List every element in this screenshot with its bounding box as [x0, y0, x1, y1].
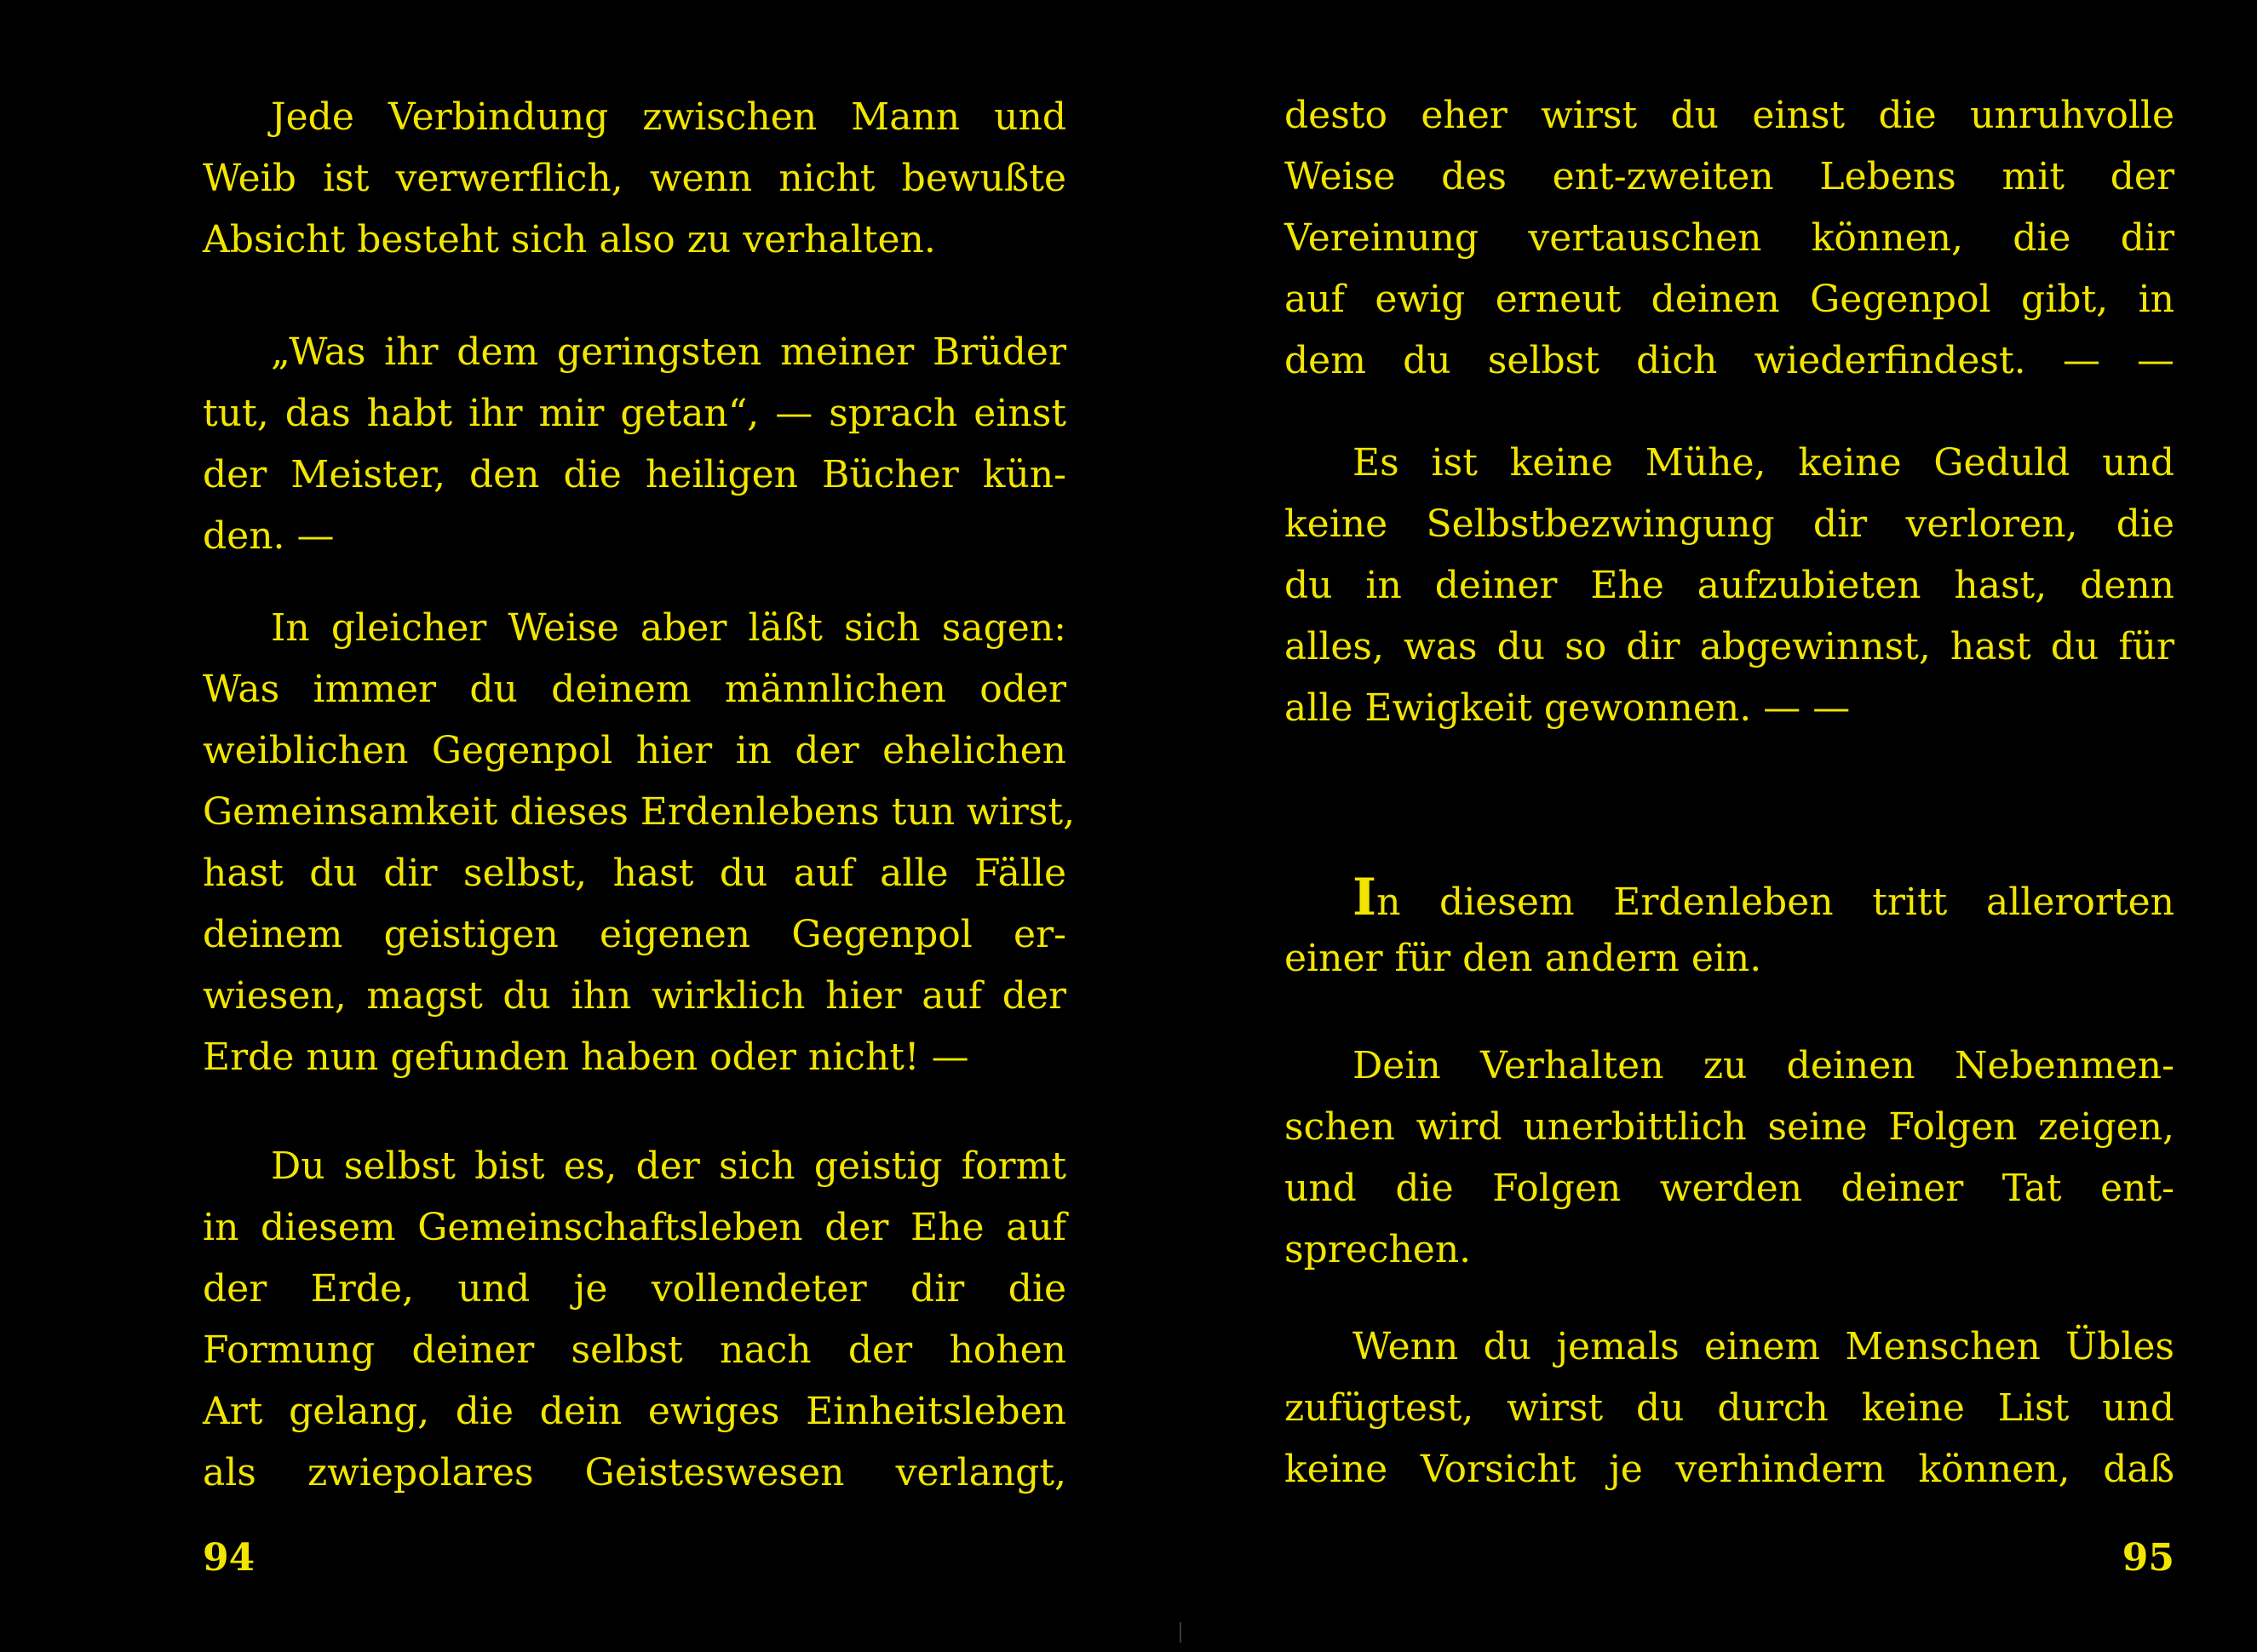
page-number: 94	[203, 1536, 256, 1580]
text-line-rest: n diesem Erdenleben tritt allerorten	[1376, 880, 2174, 924]
paragraph	[203, 598, 1076, 1088]
text-line	[1284, 867, 2174, 928]
text-line: Absicht besteht sich also zu verhalten.	[203, 218, 936, 261]
text-line: Dein Verhalten zu deinen Nebenmen-	[1352, 1044, 2174, 1087]
text-line: der Erde, und je vollendeter dir die	[203, 1267, 1066, 1311]
paragraph	[1284, 433, 2174, 739]
text-line: wiesen, magst du ihn wirklich hier auf der	[203, 974, 1066, 1018]
text-line: einer für den andern ein.	[1284, 937, 1762, 980]
text-line: als zwiepolares Geisteswesen verlangt,	[203, 1451, 1066, 1494]
text-line: Was immer du deinem männlichen oder	[203, 668, 1066, 711]
text-line: alles, was du so dir abgewinnst, hast du für	[1284, 625, 2174, 668]
text-line: Gemeinsamkeit dieses Erdenlebens tun wirst,	[203, 790, 1076, 834]
text-line: tut, das habt ihr mir getan“, — sprach einst	[203, 392, 1066, 435]
paragraph	[1284, 85, 2174, 392]
text-line: Jede Verbindung zwischen Mann und	[271, 95, 1066, 139]
paragraph	[1284, 1035, 2174, 1281]
text-line: den. —	[203, 514, 335, 558]
text-line: Formung deiner selbst nach der hohen	[203, 1328, 1066, 1372]
text-line: In gleicher Weise aber läßt sich sagen:	[271, 606, 1066, 650]
text-line: keine Vorsicht je verhindern können, daß	[1284, 1448, 2174, 1491]
text-line: keine Selbstbezwingung dir verloren, die	[1284, 502, 2174, 546]
text-line: Wenn du jemals einem Menschen Übles	[1352, 1325, 2174, 1368]
page-number: 95	[2122, 1536, 2174, 1580]
text-line: Weib ist verwerflich, wenn nicht bewußte	[203, 157, 1066, 200]
text-line: Vereinung vertauschen können, die dir	[1284, 216, 2174, 260]
text-line: sprechen.	[1284, 1228, 1472, 1271]
paragraph	[203, 322, 1066, 567]
text-line: und die Folgen werden deiner Tat ent-	[1284, 1167, 2174, 1210]
text-line: auf ewig erneut deinen Gegenpol gibt, in	[1284, 278, 2174, 321]
right-page	[1128, 0, 2257, 1652]
text-line: Du selbst bist es, der sich geistig formt	[271, 1144, 1066, 1188]
text-line: Weise des ent-zweiten Lebens mit der	[1284, 155, 2174, 198]
text-line: deinem geistigen eigenen Gegenpol er-	[203, 913, 1066, 956]
text-line: hast du dir selbst, hast du auf alle Fälle	[203, 852, 1066, 895]
text-line: dem du selbst dich wiederfindest. — —	[1284, 339, 2174, 382]
paragraph	[203, 1136, 1066, 1504]
text-line: in diesem Gemeinschaftsleben der Ehe auf	[203, 1206, 1066, 1249]
text-line: desto eher wirst du einst die unruhvolle	[1284, 94, 2174, 137]
text-line: Erde nun gefunden haben oder nicht! —	[203, 1035, 969, 1079]
text-line: weiblichen Gegenpol hier in der ehelichen	[203, 729, 1066, 772]
text-line: schen wird unerbittlich seine Folgen zeigen,	[1284, 1105, 2174, 1149]
initial-letter: I	[1352, 868, 1377, 927]
text-line: alle Ewigkeit gewonnen. — —	[1284, 686, 1851, 730]
text-line: du in deiner Ehe aufzubieten hast, denn	[1284, 564, 2174, 607]
paragraph	[1284, 867, 2174, 989]
paragraph	[1284, 1316, 2174, 1500]
text-line: „Was ihr dem geringsten meiner Brüder	[271, 330, 1066, 374]
text-line: Es ist keine Mühe, keine Geduld und	[1352, 441, 2174, 485]
text-line: zufügtest, wirst du durch keine List und	[1284, 1386, 2174, 1430]
text-line: der Meister, den die heiligen Bücher kün-	[203, 453, 1066, 496]
left-page	[0, 0, 1128, 1652]
gutter-mark	[1180, 1622, 1181, 1643]
text-line: Art gelang, die dein ewiges Einheitsleben	[203, 1390, 1066, 1433]
paragraph	[203, 87, 1066, 271]
